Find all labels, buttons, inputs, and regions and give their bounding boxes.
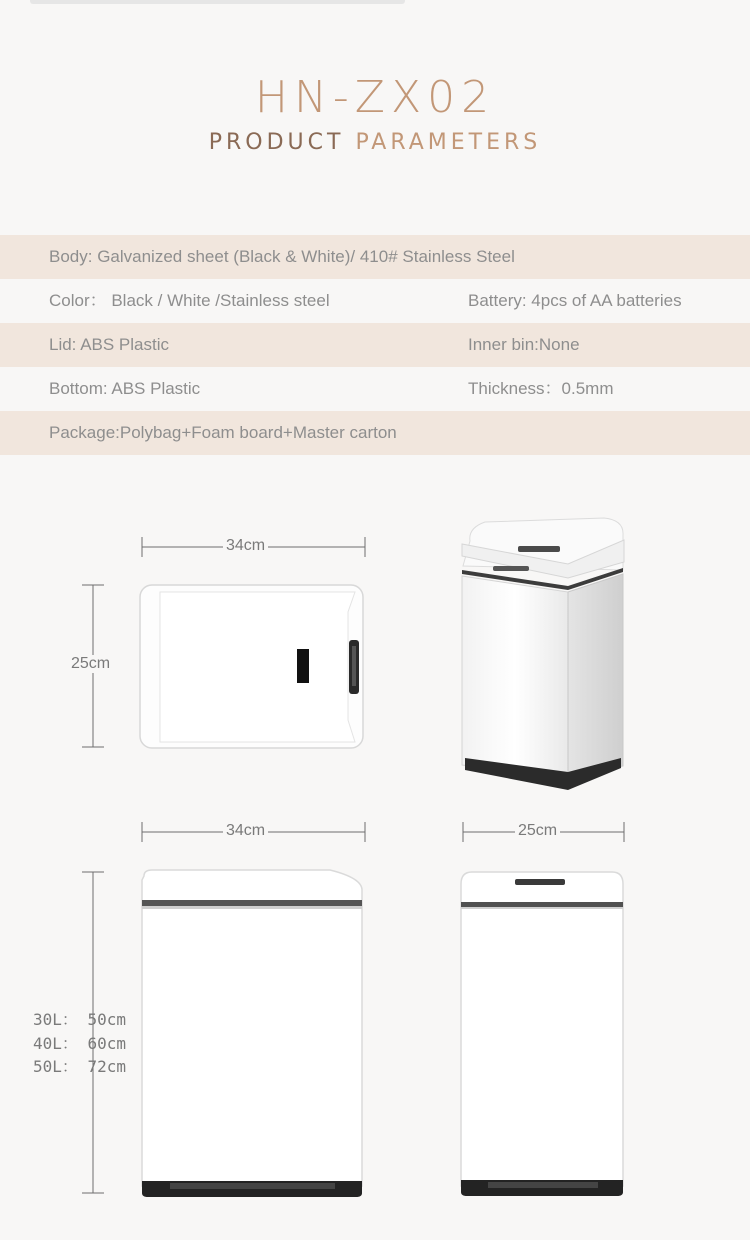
bin-perspective-view [462, 518, 624, 790]
param-lid: Lid: ABS Plastic [49, 335, 170, 354]
param-battery: Battery: 4pcs of AA batteries [468, 291, 682, 310]
side-width-label: 25cm [515, 822, 560, 840]
bin-front-view [142, 870, 362, 1197]
subtitle-word-parameters: PARAMETERS [355, 130, 542, 155]
param-inner-bin: Inner bin:None [468, 335, 580, 354]
param-bottom: Bottom: ABS Plastic [49, 379, 201, 398]
param-thickness: Thickness：0.5mm [468, 379, 614, 398]
param-color: Color： Black / White /Stainless steel [49, 291, 330, 310]
bin-top-view [140, 585, 363, 748]
height-by-capacity-list [33, 1008, 126, 1079]
front-width-label: 34cm [223, 822, 268, 840]
top-width-label: 34cm [223, 537, 268, 555]
height-40l: 40L： 60cm [33, 1033, 127, 1053]
param-body: Body: Galvanized sheet (Black & White)/ 410# Stainless Steel [49, 247, 515, 266]
height-30l: 30L： 50cm [33, 1010, 127, 1029]
subtitle-word-product: PRODUCT [208, 130, 356, 155]
height-50l: 50L： 72cm [33, 1057, 127, 1076]
bin-side-view [461, 872, 623, 1196]
top-depth-label: 25cm [68, 655, 113, 673]
model-title: HN-ZX02 [254, 72, 496, 123]
param-package: Package:Polybag+Foam board+Master carton [49, 423, 397, 442]
